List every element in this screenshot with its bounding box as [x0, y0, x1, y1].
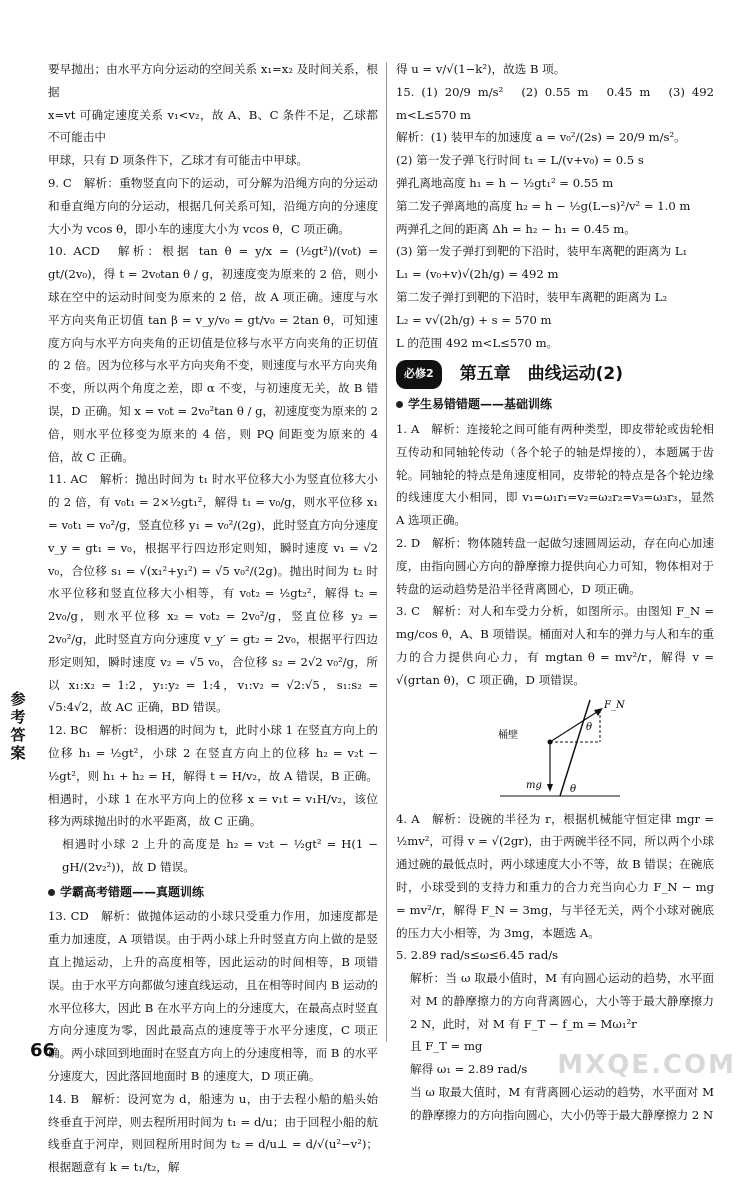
answer-5: 5. 2.89 rad/s≤ω≤6.45 rad/s: [396, 948, 559, 963]
force-diagram: [396, 696, 714, 804]
angle-label: θ: [570, 783, 577, 795]
column-divider: [386, 62, 387, 1042]
weight-label: mg: [526, 779, 542, 791]
answer-14: 14. B 解析：设河宽为 d，船速为 u，由于去程小船的船头始终垂直于河岸，则去程所用时间为 t₁ = d/u；由于回程小船的航线垂直于河岸，则回程所用时间为 t₂ = d/u⊥ = d/√(u²−v²)；根据题意有 k = t₁/t₂，解: [48, 1091, 378, 1175]
chapter-badge: 必修2: [396, 360, 442, 389]
text-line: L₂ = v√(2h/g) + s = 570 m: [396, 312, 552, 327]
text-line: 第二发子弹离地的高度 h₂ = h − ½g(L−s)²/v² = 1.0 m: [396, 198, 691, 213]
text-line: 解析：(1) 装甲车的加速度 a = v₀²/(2s) = 20/9 m/s²。: [396, 130, 686, 145]
answer-11: 11. AC 解析：抛出时间为 t₁ 时水平位移大小为竖直位移大小的 2 倍，有 v₀t₁ = 2×½gt₁²，解得 t₁ = v₀/g，则水平位移 x₁ = v₀t₁ = v₀²/g，竖直位移 y₁ = v₀²/(2g)，此时竖直方向分速度 v_y = gt₁ = v₀，根据平行四边形定则知，瞬时速度 v₁ = √2 v₀，合位移 s₁ = √(x₁²+y₁²) = √5 v₀²/(2g)。抛出时间为 t₂ 时水平位移和竖直位移大小相等，有 v₀t₂ = ½gt₂²，解得 t₂ = 2v₀/g，则水平位移 x₂ = v₀t₂ = 2v₀²/g，竖直位移 y₂ = 2v₀²/g，此时竖直方向分速度 v_y′ = gt₂ = 2v₀，根据平行四边形定则知，瞬时速度 v₂ = √5 v₀，合位移 s₂ = 2√2 v₀²/g，所以 x₁:x₂ = 1:2，y₁:y₂ = 1:4，v₁:v₂ = √2:√5，s₁:s₂ = √5:4√2，故 AC 正确，BD 错误。: [48, 472, 378, 715]
angle-label: θ: [586, 721, 593, 733]
answer-12: 12. BC 解析：设相遇的时间为 t，此时小球 1 在竖直方向上的位移 h₁ = ½gt²，小球 2 在竖直方向上的位移 h₂ = v₂t − ½gt²，则 h₁ + h₂ = H，解得 t = H/v₂，故 A 错误，B 正确。相遇时，小球 1 在水平方向上的位移 x = v₁t = v₁H/v₂，该位移为两球抛出时的水平距离，故 C 正确。: [48, 723, 378, 829]
text-line: 第二发子弹打到靶的下沿时，装甲车离靶的距离为 L₂: [396, 289, 668, 304]
section-heading: 学生易错错题——基础训练: [396, 393, 714, 416]
text-line: 弹孔离地高度 h₁ = h − ½gt₁² = 0.55 m: [396, 175, 614, 190]
text-line: 且 F_T = mg: [410, 1039, 483, 1054]
answer-9: 9. C 解析：重物竖直向下的运动，可分解为沿绳方向的分运动和垂直绳方向的分运动，根据几何关系可知，沿绳方向的分速度大小为 vcos θ，即小车的速度大小为 vcos θ，C 项正确。: [48, 175, 378, 236]
chapter-title: 第五章 曲线运动(2): [459, 364, 624, 385]
text-line: 解析：当 ω 取最小值时，M 有向圆心运动的趋势，水平面对 M 的静摩擦力的方向背离圆心，大小等于最大静摩擦力 2 N，此时，对 M 有 F_T − f_m = Mω₁²r: [410, 971, 714, 1031]
force-diagram-svg: [480, 696, 630, 804]
left-column: [48, 58, 378, 1179]
text-line: 要早抛出；由水平方向分运动的空间关系 x₁=x₂ 及时间关系，根据: [48, 62, 378, 99]
force-label: F_N: [604, 699, 625, 711]
answer-2: 2. D 解析：物体随转盘一起做匀速圆周运动，存在向心加速度，由指向圆心方向的静摩擦力提供向心力可知，物体相对于转盘的运动趋势是沿半径背离圆心，D 项正确。: [396, 535, 714, 596]
page-number: 66: [30, 1040, 56, 1061]
sidebar-label: 参考答案: [10, 690, 26, 762]
answer-15: 15. (1) 20/9 m/s² (2) 0.55 m 0.45 m (3) 492 m<L≤570 m: [396, 84, 714, 122]
answer-10: 10. ACD 解析：根据 tan θ = y/x = (½gt²)/(v₀t) = gt/(2v₀)，得 t = 2v₀tan θ / g，初速度变为原来的 2 倍，则小球在空中的运动时间变为原来的 2 倍，故 A 项正确。速度与水平方向夹角正切值 tan β = v_y/v₀ = gt/v₀ = 2tan θ，可知速度方向与水平方向夹角的正切值是位移与水平方向夹角的正切值的 2 倍。因为位移与水平方向夹角不变，则速度与水平方向夹角不变，所以两个角度之差，即 α 不变，与初速度无关，故 B 错误，D 正确。知 x = v₀t = 2v₀²tan θ / g，初速度变为原来的 2 倍，则水平位移变为原来的 4 倍，则 PQ 间距变为原来的 4 倍，故 C 正确。: [48, 244, 378, 464]
text-line: (2) 第一发子弹飞行时间 t₁ = L/(v+v₀) = 0.5 s: [396, 153, 644, 168]
answer-4: 4. A 解析：设碗的半径为 r，根据机械能守恒定律 mgr = ½mv²，可得 v = √(2gr)，由于两碗半径不同，所以两个小球通过碗的最低点时，两小球速度大小不等，故 B 错误；在碗底时，小球受到的支持力和重力的合力充当向心力 F_N − mg = mv²/r，解得 F_N = 3mg，与半径无关，两个小球对碗底的压力大小相等，为 3mg，本题选 A。: [396, 811, 714, 940]
text-line: x=vt 可确定速度关系 v₁<v₂，故 A、B、C 条件不足，乙球都不可能击中: [48, 107, 378, 145]
text-line: 当 ω 取最大值时，M 有背离圆心运动的趋势，水平面对 M 的静摩擦力的方向指向圆心，大小仍等于最大静摩擦力 2 N: [410, 1085, 714, 1122]
bullet-icon: [396, 401, 403, 408]
watermark: MXQE.COM: [557, 1050, 736, 1080]
text-line: L₁ = (v₀+v)√(2h/g) = 492 m: [396, 267, 559, 282]
text-line: (3) 第一发子弹打到靶的下沿时，装甲车离靶的距离为 L₁: [396, 244, 688, 259]
right-column: [396, 58, 714, 1127]
section-heading: 学霸高考错题——真题训练: [48, 881, 378, 904]
text-line: L 的范围 492 m<L≤570 m。: [396, 335, 559, 350]
wall-label: 桶壁: [498, 729, 518, 741]
answer-1: 1. A 解析：连接轮之间可能有两种类型，即皮带轮或齿轮相互传动和同轴轮传动（各个轮子的轴是焊接的），本题属于齿轮。同轴轮的特点是角速度相同，皮带轮的特点是各个轮边缘的线速度大小相同，即 v₁=ω₁r₁=v₂=ω₂r₂=v₃=ω₃r₃，显然 A 选项正确。: [396, 421, 714, 528]
answer-3: 3. C 解析：对人和车受力分析，如图所示。由图知 F_N = mg/cos θ，A、B 项错误。桶面对人和车的弹力与人和车的重力的合力提供向心力，有 mgtan θ = mv²/r，解得 v = √(grtan θ)，C 项正确，D 项错误。: [396, 604, 714, 687]
text-line: 甲球，只有 D 项条件下，乙球才有可能击中甲球。: [48, 153, 309, 168]
text-line: 解得 ω₁ = 2.89 rad/s: [410, 1062, 528, 1077]
text-line: 得 u = v/√(1−k²)，故选 B 项。: [396, 62, 566, 76]
bullet-icon: [48, 889, 55, 896]
text-line: 两弹孔之间的距离 Δh = h₂ − h₁ = 0.45 m。: [396, 221, 636, 236]
answer-12-cont: 相遇时小球 2 上升的高度是 h₂ = v₂t − ½gt² = H(1 − gH/(2v₂²))，故 D 错误。: [62, 837, 378, 874]
answer-13: 13. CD 解析：做抛体运动的小球只受重力作用，加速度都是重力加速度，A 项错误。由于两小球上升时竖直方向上做的是竖直上抛运动，上升的高度相等，因此运动的时间相等，B 项错误。由于水平方向都做匀速直线运动，且在相等时间内 B 运动的水平位移大，因此 B 在水平方向上的分速度大，在最高点时竖直方向分速度为零，因此最高点的速度等于水平分速度，C 项正确。两小球回到地面时在竖直方向上的分速度相等，而 B 的水平分速度大，因此落回地面时 B 的速度大，D 项正确。: [48, 909, 378, 1084]
chapter-header: [396, 360, 714, 389]
